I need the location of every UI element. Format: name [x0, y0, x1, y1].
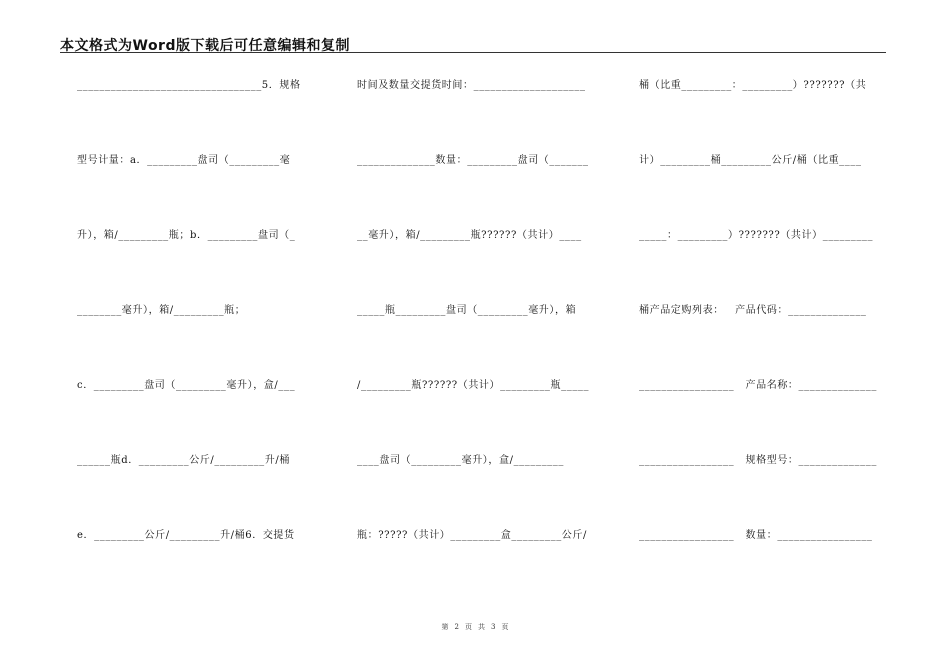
text-line-col-3-4: 桶产品定购列表： 产品代码：______________: [639, 305, 867, 316]
text-line-col-2-2: ______________数量：_________盘司（_______: [357, 155, 589, 166]
text-line-col-1-2: 型号计量：a．_________盘司（_________毫: [77, 155, 291, 166]
footer-page-total: 3: [491, 623, 496, 631]
text-line-col-3-5: _________________ 产品名称：______________: [639, 380, 877, 391]
text-line-col-1-1: _________________________________5．规格: [77, 80, 301, 91]
text-line-col-3-1: 桶（比重_________：_________）???????（共: [639, 80, 867, 91]
text-line-col-1-3: 升），箱/_________瓶；b．_________盘司（_: [77, 230, 296, 241]
document-header-title: 本文格式为Word版下载后可任意编辑和复制: [60, 38, 350, 54]
text-line-col-2-7: 瓶：?????（共计）_________盒_________公斤/: [357, 530, 587, 541]
header-divider: [60, 52, 886, 53]
text-line-col-3-7: _________________ 数量：_________________: [639, 530, 873, 541]
footer-total-prefix: 共: [478, 623, 485, 631]
text-line-col-1-6: ______瓶d．_________公斤/_________升/桶: [77, 455, 290, 466]
text-line-col-2-4: _____瓶_________盘司（_________毫升），箱: [357, 305, 577, 316]
text-line-col-3-2: 计）_________桶_________公斤/桶（比重____: [639, 155, 862, 166]
text-line-col-3-3: _____：_________）???????（共计）_________: [639, 230, 874, 241]
footer-page-mid: 页: [465, 623, 472, 631]
text-line-col-1-4: ________毫升），箱/_________瓶；: [77, 305, 246, 316]
text-line-col-2-1: 时间及数量交提货时间：____________________: [357, 80, 586, 91]
footer-total-suffix: 页: [501, 623, 509, 631]
page-footer: [0, 622, 950, 632]
footer-page-prefix: 第: [441, 623, 449, 631]
text-line-col-2-3: __毫升），箱/_________瓶??????（共计）____: [357, 230, 582, 241]
text-line-col-2-5: /_________瓶??????（共计）_________瓶_____: [357, 380, 590, 391]
text-line-col-3-6: _________________ 规格型号：______________: [639, 455, 877, 466]
text-line-col-1-7: e．_________公斤/_________升/桶6．交提货: [77, 530, 295, 541]
text-line-col-2-6: ____盘司（_________毫升），盒/_________: [357, 455, 564, 466]
footer-page-current: 2: [454, 623, 459, 631]
text-line-col-1-5: c．_________盘司（_________毫升），盒/___: [77, 380, 296, 391]
